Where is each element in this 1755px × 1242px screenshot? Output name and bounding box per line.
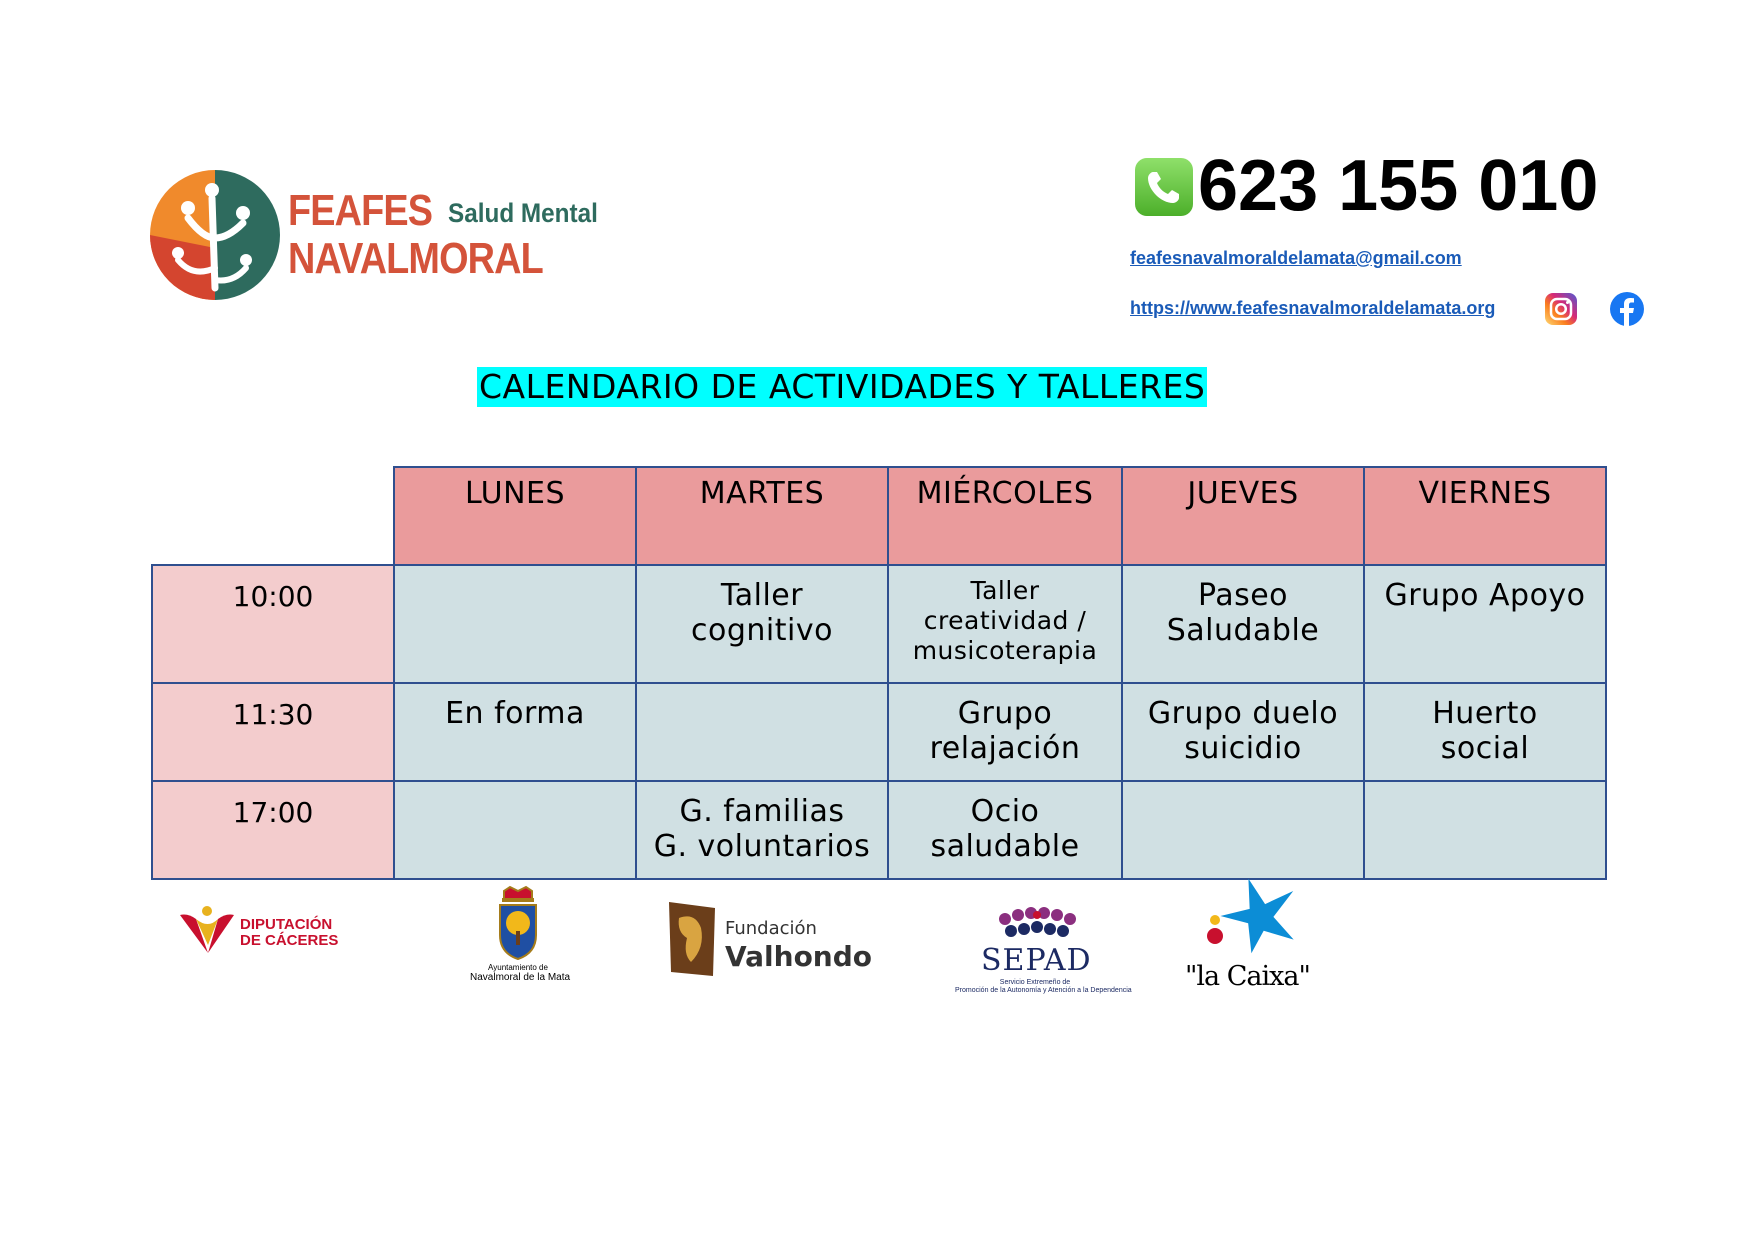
activity-line: relajación [929, 731, 1081, 766]
activity-line: Paseo [1197, 578, 1289, 613]
day-header: VIERNES [1364, 467, 1606, 565]
activity-cell [888, 683, 1122, 781]
activity-line: musicoterapia [912, 636, 1098, 665]
activity-line: social [1440, 731, 1530, 766]
activity-cell [1122, 683, 1364, 781]
activity-line: En forma [445, 696, 585, 731]
activity-line: Taller [970, 576, 1040, 605]
sepad-text: SEPAD [981, 943, 1092, 978]
phone-number[interactable]: 623 155 010 [1198, 146, 1599, 226]
valhondo-emblem-icon [665, 898, 719, 980]
phone-icon [1135, 158, 1193, 216]
activity-cell [1122, 781, 1364, 879]
activity-cell [1364, 781, 1606, 879]
sponsor-diputacion-logo [178, 905, 338, 961]
activity-line: G. familias [679, 794, 845, 829]
activity-line: suicidio [1184, 731, 1302, 766]
activity-line: Grupo [957, 696, 1053, 731]
activity-line: Grupo Apoyo [1384, 578, 1586, 613]
activity-cell [888, 565, 1122, 683]
sponsor-valhondo-logo [665, 898, 875, 980]
activity-cell [636, 683, 888, 781]
activity-cell [636, 565, 888, 683]
activity-cell [1364, 565, 1606, 683]
ayuntamiento-shield-icon [470, 885, 566, 961]
website-link[interactable]: https://www.feafesnavalmoraldelamata.org [1130, 298, 1496, 318]
activity-cell [394, 781, 636, 879]
time-cell: 11:30 [152, 683, 394, 781]
activity-line: Taller [720, 578, 804, 613]
feafes-logo [148, 168, 608, 308]
schedule-table [151, 466, 1607, 880]
page-title: CALENDARIO DE ACTIVIDADES Y TALLERES [479, 367, 1206, 406]
lacaixa-star-icon [1185, 876, 1305, 962]
instagram-icon[interactable] [1545, 293, 1577, 325]
sepad-dots-icon [955, 905, 1115, 945]
table-row [152, 781, 1606, 879]
activity-line: cognitivo [691, 613, 833, 648]
logo-navalmoral-text: NAVALMORAL [288, 234, 543, 283]
table-header-row [152, 467, 1606, 565]
day-header: MARTES [636, 467, 888, 565]
table-row [152, 683, 1606, 781]
day-header: LUNES [394, 467, 636, 565]
day-header: MIÉRCOLES [888, 467, 1122, 565]
sepad-subtext: Servicio Extremeño de Promoción de la Autonomía y Atención a la Dependencia [955, 979, 1132, 994]
activity-line: Saludable [1166, 613, 1320, 648]
facebook-icon[interactable] [1610, 292, 1644, 326]
activity-cell [1122, 565, 1364, 683]
activity-cell [636, 781, 888, 879]
activity-line: Grupo duelo [1147, 696, 1339, 731]
valhondo-text-1: Fundación [725, 918, 817, 939]
activity-cell [394, 683, 636, 781]
sponsor-ayuntamiento-logo [470, 885, 571, 985]
logo-feafes-text: FEAFES [288, 186, 433, 235]
activity-line: Ocio [970, 794, 1040, 829]
time-cell: 17:00 [152, 781, 394, 879]
feafes-logo-mark-icon [148, 168, 282, 302]
diputacion-emblem-icon [178, 905, 236, 957]
activity-cell [394, 565, 636, 683]
time-cell: 10:00 [152, 565, 394, 683]
ayuntamiento-text: Ayuntamiento de Navalmoral de la Mata [470, 963, 571, 983]
lacaixa-text: "la Caixa" [1185, 961, 1310, 992]
valhondo-text-2: Valhondo [725, 940, 873, 973]
activity-line: G. voluntarios [653, 829, 871, 864]
diputacion-text: DIPUTACIÓN DE CÁCERES [240, 916, 339, 949]
activity-cell [888, 781, 1122, 879]
table-corner [152, 467, 394, 565]
activity-line: saludable [930, 829, 1080, 864]
activity-line: creatividad / [923, 606, 1087, 635]
table-row [152, 565, 1606, 683]
sponsor-sepad-logo [955, 905, 1132, 995]
activity-line: Huerto [1432, 696, 1538, 731]
activity-cell [1364, 683, 1606, 781]
day-header: JUEVES [1122, 467, 1364, 565]
logo-tagline: Salud Mental [448, 198, 598, 228]
sponsor-lacaixa-logo [1185, 876, 1310, 996]
email-link[interactable]: feafesnavalmoraldelamata@gmail.com [1130, 248, 1462, 268]
